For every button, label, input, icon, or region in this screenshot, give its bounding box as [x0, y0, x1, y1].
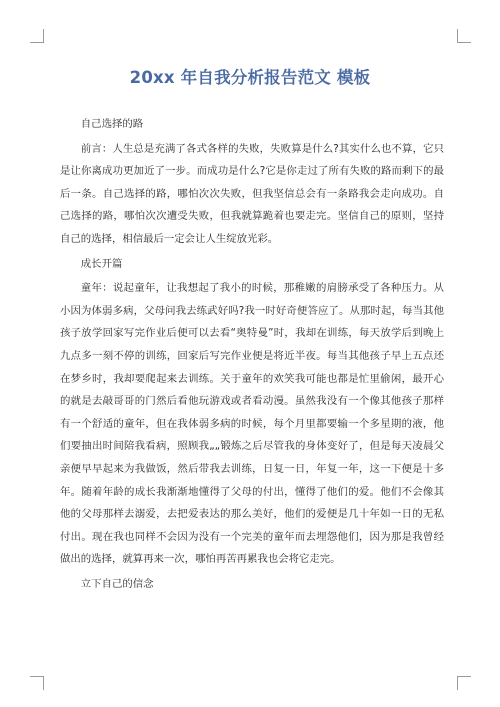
- crop-mark-bottom-left-v: [43, 676, 44, 690]
- document-body: [60, 113, 444, 597]
- section-heading: 立下自己的信念: [80, 577, 154, 590]
- crop-mark-top-right-h: [457, 42, 471, 43]
- crop-mark-bottom-right-v: [457, 676, 458, 690]
- crop-mark-top-left-v: [43, 29, 44, 43]
- section-paragraph: 童年：说起童年，让我想起了我小的时候，那稚嫩的肩膀承受了各种压力。从小因为体弱多病，父母问我去练武好吗?我一时好奇便答应了。从那时起，每当其他孩子放学回家写完作业后便可以去看“奥特曼”时，我却在训练，每天放学后到晚上九点多一刻不停的训练，回家后写完作业便是将近半夜。每当其他孩子早上五点还在梦乡时，我却要爬起来去训练。关于童年的欢笑我可能也都是忙里偷闲，最开心的就是去敲哥哥的门然后看他玩游戏或者看动漫。虽然我没有一个像其他孩子那样有一个舒适的童年，但在我体弱多病的时候，每个月里都要输一个多星期的液，他们要抽出时间陪我看病，照顾我„„锻炼之后尽管我的身体变好了，但是每天凌晨父亲便早早起来为我做饭，然后带我去训练，日复一日，年复一年，这一下便是十多年。随着年龄的成长我渐渐地懂得了父母的付出，懂得了他们的爱。他们不会像其他的父母那样去溺爱，去把爱表达的那么美好，他们的爱便是几十年如一日的无私付出。现在我也同样不会因为没有一个完美的童年而去埋怨他们，因为那是我曾经做出的选择，就算再来一次，哪怕再苦再累我也会将它走完。: [60, 282, 444, 566]
- crop-mark-top-right-v: [457, 29, 458, 43]
- section-heading: 成长开篇: [80, 257, 123, 270]
- document-title: 20xx 年自我分析报告范文 模板: [129, 68, 371, 87]
- section-paragraph: 前言：人生总是充满了各式各样的失败，失败算是什么?其实什么也不算，它只是让你离成功更加近了一步。而成功是什么?它是你走过了所有失败的路而剩下的最后一条。自己选择的路，哪怕次次失败，但我坚信总会有一条路我会走向成功。自己选择的路，哪怕次次遭受失败，但我就算跪着也要走完。坚信自己的原则，坚持自己的选择，相信最后一定会让人生绽放光彩。: [60, 142, 444, 245]
- crop-mark-bottom-left-h: [30, 676, 44, 677]
- section-heading: 自己选择的路: [80, 118, 144, 130]
- crop-mark-top-left-h: [30, 42, 44, 43]
- crop-mark-bottom-right-h: [457, 676, 471, 677]
